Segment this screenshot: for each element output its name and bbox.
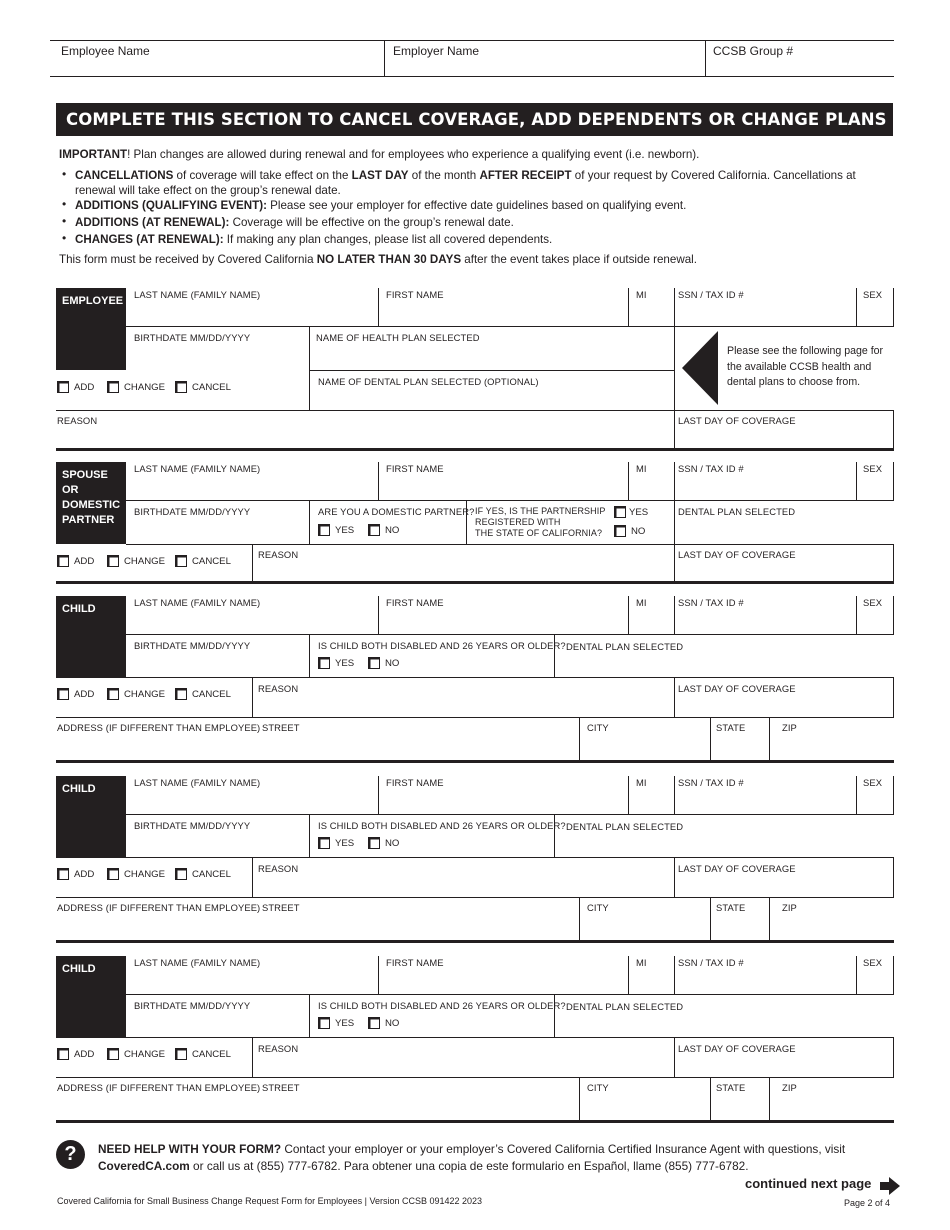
divider: [856, 288, 857, 326]
footer-version: Covered California for Small Business Change Request Form for Employees | Version CCSB 091422 2023: [57, 1196, 483, 1206]
help-text-2: or call us at (855) 777-6782. Para obtener una copia de este formulario en Español, llame (855) 777-6782.: [189, 1159, 749, 1173]
change-checkbox[interactable]: [107, 868, 119, 880]
dental-plan-field[interactable]: DENTAL PLAN SELECTED: [566, 641, 684, 652]
reason-field[interactable]: REASON: [258, 549, 299, 560]
cancellations-text-3: of your request by Covered California. Cancellations at renewal will take effect on the group’s renewal date.: [75, 169, 856, 197]
spouse-section: [56, 462, 894, 585]
bullet: •: [62, 214, 67, 228]
add-label: ADD: [74, 556, 95, 567]
spouse-block-line-2: OR: [62, 484, 79, 496]
divider: [893, 677, 894, 717]
zip-field[interactable]: ZIP: [782, 1082, 797, 1093]
divider: [674, 596, 675, 634]
cancel-label: CANCEL: [192, 382, 231, 393]
cancellations-note: [75, 168, 890, 198]
partnership-question-line-1: IF YES, IS THE PARTNERSHIP: [475, 506, 606, 516]
city-field[interactable]: CITY: [587, 902, 609, 913]
divider: [126, 677, 894, 678]
birthdate-field[interactable]: BIRTHDATE MM/DD/YYYY: [134, 640, 251, 651]
cancel-label: CANCEL: [192, 869, 231, 880]
dental-plan-field[interactable]: DENTAL PLAN SELECTED: [678, 506, 796, 517]
divider: [893, 410, 894, 448]
divider: [628, 956, 629, 994]
additions-renewal-label: ADDITIONS (AT RENEWAL):: [75, 216, 230, 229]
divider: [628, 288, 629, 326]
reason-field[interactable]: REASON: [258, 1043, 299, 1054]
divider: [674, 776, 675, 814]
add-checkbox[interactable]: [57, 868, 69, 880]
divider: [252, 857, 253, 897]
cancel-checkbox[interactable]: [175, 688, 187, 700]
child-disabled-no-checkbox[interactable]: [368, 657, 380, 669]
cancellations-text-2: of the month: [408, 169, 480, 182]
add-checkbox[interactable]: [57, 688, 69, 700]
divider: [674, 1037, 675, 1077]
add-label: ADD: [74, 1049, 95, 1060]
divider: [710, 717, 711, 760]
cancel-label: CANCEL: [192, 1049, 231, 1060]
divider: [628, 462, 629, 500]
deadline-text-1: This form must be received by Covered California: [59, 253, 317, 266]
domestic-partner-yes-checkbox[interactable]: [318, 524, 330, 536]
change-checkbox[interactable]: [107, 688, 119, 700]
divider: [674, 410, 894, 411]
sex-field[interactable]: SEX: [863, 957, 883, 968]
changes-renewal-text: If making any plan changes, please list all covered dependents.: [223, 233, 553, 246]
divider: [710, 897, 711, 940]
child-section: [56, 956, 894, 1124]
child-disabled-question: IS CHILD BOTH DISABLED AND 26 YEARS OR OLDER?: [318, 820, 566, 831]
divider: [126, 634, 894, 635]
divider: [674, 462, 675, 581]
partnership-question-line-2: REGISTERED WITH: [475, 517, 561, 527]
change-label: CHANGE: [124, 689, 166, 700]
ssn-field[interactable]: SSN / TAX ID #: [678, 597, 744, 608]
city-field[interactable]: CITY: [587, 722, 609, 733]
arrow-right-icon: [880, 1177, 900, 1195]
help-text: [98, 1141, 893, 1175]
deadline-text-2: after the event takes place if outside renewal.: [461, 253, 697, 266]
divider: [674, 677, 675, 717]
ssn-field[interactable]: SSN / TAX ID #: [678, 957, 744, 968]
sex-field[interactable]: SEX: [863, 463, 883, 474]
pointer-arrow-icon: [682, 331, 718, 405]
divider: [579, 717, 580, 760]
group-number-label: CCSB Group #: [713, 44, 794, 58]
employer-name-label: Employer Name: [393, 44, 480, 58]
first-name-field[interactable]: FIRST NAME: [386, 777, 444, 788]
employer-name-field[interactable]: [382, 41, 704, 77]
divider: [126, 1037, 894, 1038]
address-label: ADDRESS (IF DIFFERENT THAN EMPLOYEE): [57, 722, 261, 733]
bullet: •: [62, 167, 67, 181]
zip-field[interactable]: ZIP: [782, 722, 797, 733]
divider: [893, 544, 894, 581]
spouse-block: [56, 462, 126, 544]
partnership-no-checkbox[interactable]: [614, 525, 626, 537]
add-checkbox[interactable]: [57, 381, 69, 393]
add-label: ADD: [74, 869, 95, 880]
cancellations-label: CANCELLATIONS: [75, 169, 174, 182]
divider: [710, 1077, 711, 1120]
divider: [893, 462, 894, 500]
important-label: IMPORTANT: [59, 148, 128, 161]
change-label: CHANGE: [124, 1049, 166, 1060]
sex-field[interactable]: SEX: [863, 289, 883, 300]
reason-field[interactable]: REASON: [258, 683, 299, 694]
bullet: •: [62, 197, 67, 211]
dental-plan-field[interactable]: DENTAL PLAN SELECTED: [566, 821, 684, 832]
last-name-field[interactable]: LAST NAME (FAMILY NAME): [134, 957, 261, 968]
change-checkbox[interactable]: [107, 381, 119, 393]
coveredca-link[interactable]: CoveredCA.com: [98, 1159, 190, 1173]
mi-field[interactable]: MI: [636, 777, 647, 788]
reason-field[interactable]: REASON: [258, 863, 299, 874]
divider: [856, 776, 857, 814]
birthdate-field[interactable]: BIRTHDATE MM/DD/YYYY: [134, 1000, 251, 1011]
bullet: •: [62, 231, 67, 245]
partnership-question-line-3: THE STATE OF CALIFORNIA?: [475, 528, 603, 538]
divider: [378, 288, 379, 326]
divider: [252, 1037, 253, 1077]
divider: [674, 857, 675, 897]
divider: [628, 596, 629, 634]
child-disabled-no-checkbox[interactable]: [368, 1017, 380, 1029]
change-checkbox[interactable]: [107, 555, 119, 567]
divider: [769, 1077, 770, 1120]
changes-renewal-note: [75, 232, 890, 247]
divider: [769, 717, 770, 760]
section-divider: [56, 1120, 894, 1123]
divider: [309, 370, 674, 371]
reason-field[interactable]: REASON: [57, 415, 98, 426]
address-label: ADDRESS (IF DIFFERENT THAN EMPLOYEE): [57, 1082, 261, 1093]
last-name-field[interactable]: LAST NAME (FAMILY NAME): [134, 289, 261, 300]
mi-field[interactable]: MI: [636, 463, 647, 474]
last-name-field[interactable]: LAST NAME (FAMILY NAME): [134, 597, 261, 608]
change-label: CHANGE: [124, 556, 166, 567]
zip-field[interactable]: ZIP: [782, 902, 797, 913]
last-day-of-coverage-field[interactable]: LAST DAY OF COVERAGE: [678, 863, 796, 874]
divider: [126, 994, 894, 995]
child-block: [56, 596, 126, 678]
divider: [309, 814, 310, 857]
mi-field[interactable]: MI: [636, 957, 647, 968]
dental-plan-field[interactable]: NAME OF DENTAL PLAN SELECTED (OPTIONAL): [318, 376, 539, 387]
first-name-field[interactable]: FIRST NAME: [386, 463, 444, 474]
last-day-of-coverage-field[interactable]: LAST DAY OF COVERAGE: [678, 1043, 796, 1054]
deadline-label: NO LATER THAN 30 DAYS: [316, 253, 462, 266]
divider: [628, 776, 629, 814]
child-disabled-yes-checkbox[interactable]: [318, 837, 330, 849]
additions-qualifying-label: ADDITIONS (QUALIFYING EVENT):: [75, 199, 267, 212]
employee-name-field[interactable]: [50, 41, 384, 77]
section-divider: [56, 940, 894, 943]
divider: [309, 500, 310, 544]
yes-label: YES: [335, 658, 355, 669]
divider: [126, 544, 894, 545]
employee-block: [56, 288, 126, 370]
change-label: CHANGE: [124, 869, 166, 880]
spouse-block-line-1: SPOUSE: [62, 469, 108, 481]
street-field[interactable]: STREET: [262, 902, 300, 913]
ssn-field[interactable]: SSN / TAX ID #: [678, 777, 744, 788]
first-name-field[interactable]: FIRST NAME: [386, 289, 444, 300]
first-name-field[interactable]: FIRST NAME: [386, 597, 444, 608]
cancel-checkbox[interactable]: [175, 1048, 187, 1060]
additions-qualifying-note: [75, 198, 890, 213]
cancel-checkbox[interactable]: [175, 868, 187, 880]
important-note: [59, 147, 889, 163]
child-block: [56, 956, 126, 1038]
no-label: NO: [385, 525, 400, 536]
child-block-label: CHILD: [62, 963, 96, 975]
divider: [856, 462, 857, 500]
yes-label: YES: [335, 838, 355, 849]
sex-field[interactable]: SEX: [863, 597, 883, 608]
spouse-block-line-4: PARTNER: [62, 514, 115, 526]
employee-section: [56, 288, 894, 451]
last-name-field[interactable]: LAST NAME (FAMILY NAME): [134, 463, 261, 474]
section-divider: [56, 760, 894, 763]
no-label: NO: [385, 1018, 400, 1029]
health-plan-field[interactable]: NAME OF HEALTH PLAN SELECTED: [316, 332, 480, 343]
additions-renewal-text: Coverage will be effective on the group’s renewal date.: [229, 216, 514, 229]
cancel-label: CANCEL: [192, 689, 231, 700]
last-day-of-coverage-field[interactable]: LAST DAY OF COVERAGE: [678, 549, 796, 560]
divider: [893, 288, 894, 326]
divider: [893, 776, 894, 814]
partnership-question: [475, 506, 605, 539]
help-heading: NEED HELP WITH YOUR FORM?: [98, 1142, 282, 1156]
birthdate-field[interactable]: BIRTHDATE MM/DD/YYYY: [134, 506, 251, 517]
child-disabled-no-checkbox[interactable]: [368, 837, 380, 849]
divider: [378, 462, 379, 500]
last-name-field[interactable]: LAST NAME (FAMILY NAME): [134, 777, 261, 788]
ssn-field[interactable]: SSN / TAX ID #: [678, 289, 744, 300]
divider: [378, 956, 379, 994]
divider: [126, 326, 894, 327]
section-banner: COMPLETE THIS SECTION TO CANCEL COVERAGE, ADD DEPENDENTS OR CHANGE PLANS: [56, 103, 893, 136]
dental-plan-field[interactable]: DENTAL PLAN SELECTED: [566, 1001, 684, 1012]
divider: [674, 288, 675, 448]
divider: [893, 1037, 894, 1077]
ssn-field[interactable]: SSN / TAX ID #: [678, 463, 744, 474]
first-name-field[interactable]: FIRST NAME: [386, 957, 444, 968]
street-field[interactable]: STREET: [262, 1082, 300, 1093]
last-day-of-coverage-field[interactable]: LAST DAY OF COVERAGE: [678, 683, 796, 694]
mi-field[interactable]: MI: [636, 289, 647, 300]
deadline-note: [59, 252, 889, 268]
change-checkbox[interactable]: [107, 1048, 119, 1060]
birthdate-field[interactable]: BIRTHDATE MM/DD/YYYY: [134, 820, 251, 831]
divider: [252, 677, 253, 717]
cancel-checkbox[interactable]: [175, 381, 187, 393]
divider: [769, 897, 770, 940]
additions-qualifying-text: Please see your employer for effective date guidelines based on qualifying event.: [266, 199, 687, 212]
divider: [309, 634, 310, 677]
divider: [252, 544, 253, 581]
domestic-partner-no-checkbox[interactable]: [368, 524, 380, 536]
page-number: Page 2 of 4: [844, 1198, 891, 1208]
divider: [856, 596, 857, 634]
domestic-partner-question: ARE YOU A DOMESTIC PARTNER?: [318, 506, 475, 517]
employee-name-label: Employee Name: [61, 44, 150, 58]
street-field[interactable]: STREET: [262, 722, 300, 733]
after-receipt-label: AFTER RECEIPT: [479, 169, 572, 182]
state-field[interactable]: STATE: [716, 1082, 746, 1093]
partnership-yes-checkbox[interactable]: [614, 506, 626, 518]
mi-field[interactable]: MI: [636, 597, 647, 608]
question-icon: ?: [56, 1140, 85, 1169]
divider: [309, 326, 310, 410]
child-block: [56, 776, 126, 858]
add-label: ADD: [74, 689, 95, 700]
child-disabled-question: IS CHILD BOTH DISABLED AND 26 YEARS OR OLDER?: [318, 640, 566, 651]
divider: [893, 956, 894, 994]
no-label: NO: [631, 526, 646, 537]
address-label: ADDRESS (IF DIFFERENT THAN EMPLOYEE): [57, 902, 261, 913]
cancel-label: CANCEL: [192, 556, 231, 567]
yes-label: YES: [335, 525, 355, 536]
divider: [579, 1077, 580, 1120]
additions-renewal-note: [75, 215, 890, 230]
section-divider: [56, 448, 894, 451]
last-day-of-coverage-field[interactable]: LAST DAY OF COVERAGE: [678, 415, 796, 426]
cancel-checkbox[interactable]: [175, 555, 187, 567]
group-number-field[interactable]: [702, 41, 892, 77]
divider: [126, 857, 894, 858]
city-field[interactable]: CITY: [587, 1082, 609, 1093]
no-label: NO: [385, 838, 400, 849]
divider: [378, 596, 379, 634]
child-block-label: CHILD: [62, 783, 96, 795]
child-disabled-yes-checkbox[interactable]: [318, 657, 330, 669]
divider: [309, 994, 310, 1037]
sex-field[interactable]: SEX: [863, 777, 883, 788]
divider: [126, 500, 894, 501]
add-checkbox[interactable]: [57, 555, 69, 567]
birthdate-field[interactable]: BIRTHDATE MM/DD/YYYY: [134, 332, 251, 343]
yes-label: YES: [629, 507, 649, 518]
continued-next-page: continued next page: [745, 1176, 872, 1191]
child-section: [56, 776, 894, 944]
header-row: [50, 40, 894, 77]
section-divider: [56, 581, 894, 584]
divider: [126, 814, 894, 815]
divider: [579, 897, 580, 940]
spouse-block-line-3: DOMESTIC: [62, 499, 121, 511]
plan-note: Please see the following page for the available CCSB health and dental plans to choose from.: [727, 345, 884, 388]
employee-block-label: EMPLOYEE: [62, 295, 124, 307]
cancellations-text-1: of coverage will take effect on the: [173, 169, 352, 182]
divider: [893, 596, 894, 634]
add-checkbox[interactable]: [57, 1048, 69, 1060]
divider: [378, 776, 379, 814]
divider: [893, 857, 894, 897]
state-field[interactable]: STATE: [716, 722, 746, 733]
important-text: ! Plan changes are allowed during renewal and for employees who experience a qualifying event (i.e. newborn).: [127, 148, 700, 161]
no-label: NO: [385, 658, 400, 669]
child-section: [56, 596, 894, 764]
divider: [674, 956, 675, 994]
child-disabled-yes-checkbox[interactable]: [318, 1017, 330, 1029]
add-label: ADD: [74, 382, 95, 393]
changes-renewal-label: CHANGES (AT RENEWAL):: [75, 233, 224, 246]
help-text-1: Contact your employer or your employer’s Covered California Certified Insurance Agent with questions, visit: [281, 1142, 846, 1156]
last-day-label: LAST DAY: [351, 169, 409, 182]
divider: [856, 956, 857, 994]
yes-label: YES: [335, 1018, 355, 1029]
child-disabled-question: IS CHILD BOTH DISABLED AND 26 YEARS OR OLDER?: [318, 1000, 566, 1011]
child-block-label: CHILD: [62, 603, 96, 615]
change-label: CHANGE: [124, 382, 166, 393]
state-field[interactable]: STATE: [716, 902, 746, 913]
